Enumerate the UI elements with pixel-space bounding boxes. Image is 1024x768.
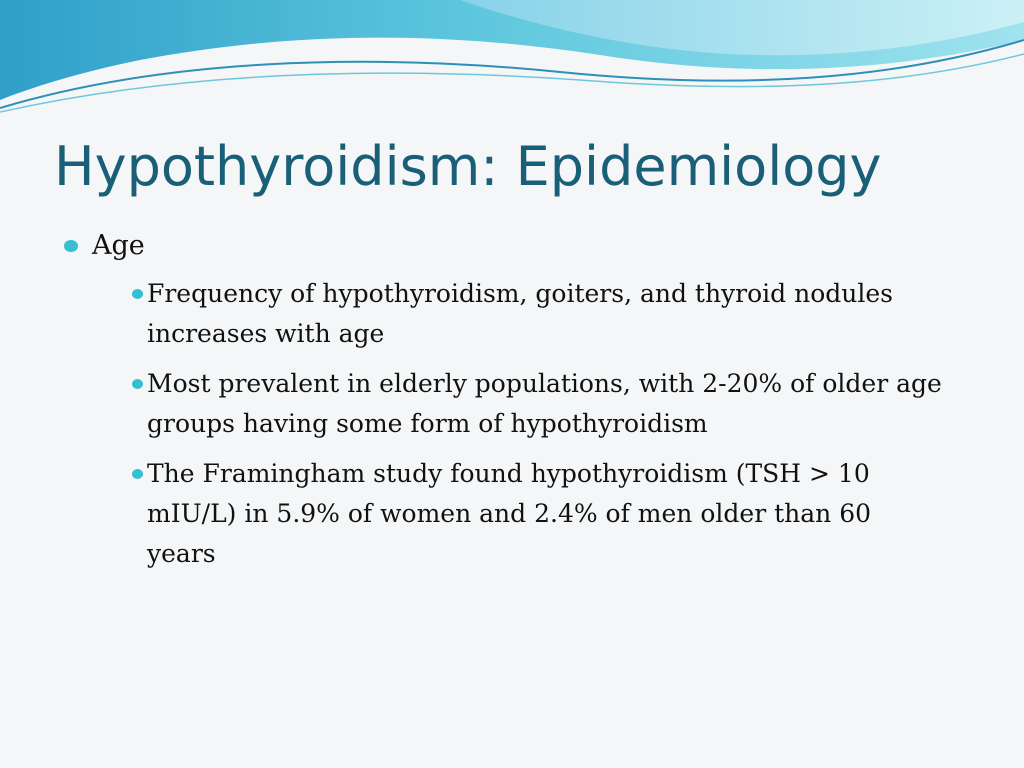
sub-bullet-dot-icon — [132, 469, 143, 479]
sub-bullet-prevalence — [106, 364, 944, 444]
sub-bullet-dot-icon — [132, 379, 143, 389]
sub-bullet-text: Frequency of hypothyroidism, goiters, and thyroid nodules increases with age — [147, 279, 894, 348]
slide-title: Hypothyroidism: Epidemiology — [54, 135, 882, 198]
sub-bullet-list — [92, 274, 944, 574]
sub-bullet-text: Most prevalent in elderly populations, with 2-20% of older age groups having some form of hypothyroidism — [147, 369, 942, 438]
bullet-list — [64, 226, 944, 584]
sub-bullet-dot-icon — [132, 289, 143, 299]
bullet-text: Age — [92, 230, 145, 261]
bullet-dot-icon — [64, 240, 78, 252]
sub-bullet-framingham — [106, 454, 944, 574]
header-wave-decoration — [0, 0, 1024, 120]
sub-bullet-text: The Framingham study found hypothyroidism (TSH > 10 mIU/L) in 5.9% of women and 2.4% of men older than 60 years — [147, 459, 871, 568]
sub-bullet-frequency — [106, 274, 944, 354]
bullet-age — [64, 226, 944, 574]
